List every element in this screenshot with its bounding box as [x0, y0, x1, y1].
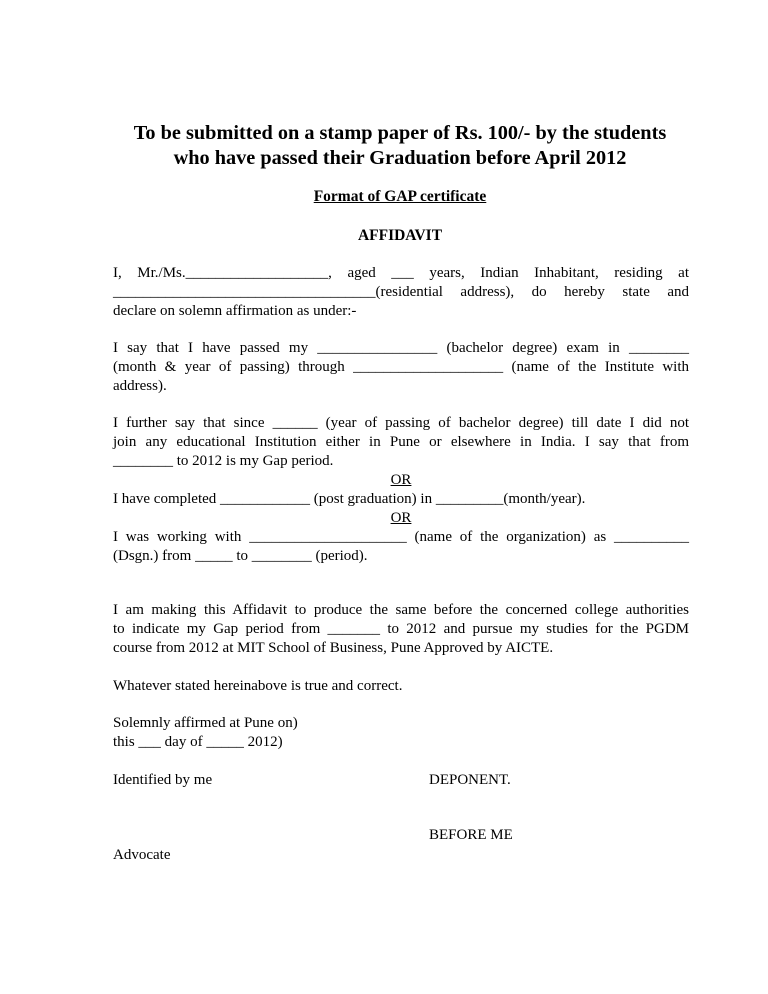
- document-heading: [80, 121, 720, 171]
- truth-statement: [113, 677, 689, 696]
- before-me-label: BEFORE ME: [429, 827, 513, 843]
- heading-line-2: who have passed their Graduation before April 2012: [173, 147, 627, 169]
- or-separator-2: OR: [390, 510, 412, 526]
- purpose-line-2: to indicate my Gap period from _______ to 2012 and pursue my studies for the PGDM: [113, 621, 689, 637]
- affidavit-title: AFFIDAVIT: [357, 227, 443, 244]
- declaration-line-2: ___________________________________(residential address), do hereby state and: [113, 284, 689, 300]
- purpose-line-3: course from 2012 at MIT School of Business, Pune Approved by AICTE.: [113, 640, 554, 656]
- solemn-line-2: this ___ day of _____ 2012): [113, 734, 283, 750]
- degree-line-1: I say that I have passed my ________________ (bachelor degree) exam in ________: [113, 340, 689, 356]
- post-graduation-option: I have completed ____________ (post graduation) in _________(month/year).: [113, 491, 586, 507]
- format-subtitle: Format of GAP certificate: [313, 188, 487, 205]
- or-separator-1: OR: [390, 472, 412, 488]
- degree-line-3: address).: [113, 378, 167, 394]
- identified-by-label: Identified by me: [113, 772, 213, 788]
- gap-line-2: join any educational Institution either in Pune or elsewhere in India. I say that from: [113, 434, 689, 450]
- degree-line-2: (month & year of passing) through ____________________ (name of the Institute with: [113, 359, 689, 375]
- gap-period-paragraph: [113, 414, 689, 566]
- declaration-line-3: declare on solemn affirmation as under:-: [113, 303, 357, 319]
- deponent-label: DEPONENT.: [429, 772, 511, 788]
- work-option-line-2: (Dsgn.) from _____ to ________ (period).: [113, 548, 368, 564]
- work-option-line-1: I was working with _____________________ (name of the organization) as __________: [113, 529, 689, 545]
- purpose-line-1: I am making this Affidavit to produce the same before the concerned college authorities: [113, 602, 689, 618]
- advocate-label: Advocate: [113, 847, 171, 863]
- solemn-affirmation: [113, 714, 689, 752]
- gap-line-3: ________ to 2012 is my Gap period.: [113, 453, 334, 469]
- heading-line-1: To be submitted on a stamp paper of Rs. 100/- by the students: [133, 122, 667, 144]
- solemn-line-1: Solemnly affirmed at Pune on): [113, 715, 298, 731]
- declaration-line-1: I, Mr./Ms.___________________, aged ___ years, Indian Inhabitant, residing at: [113, 265, 689, 281]
- truth-statement-text: Whatever stated hereinabove is true and correct.: [113, 678, 403, 694]
- gap-line-1: I further say that since ______ (year of passing of bachelor degree) till date I did not: [113, 415, 689, 431]
- degree-paragraph: [113, 339, 689, 396]
- purpose-paragraph: [113, 601, 689, 658]
- declaration-paragraph: [113, 264, 689, 321]
